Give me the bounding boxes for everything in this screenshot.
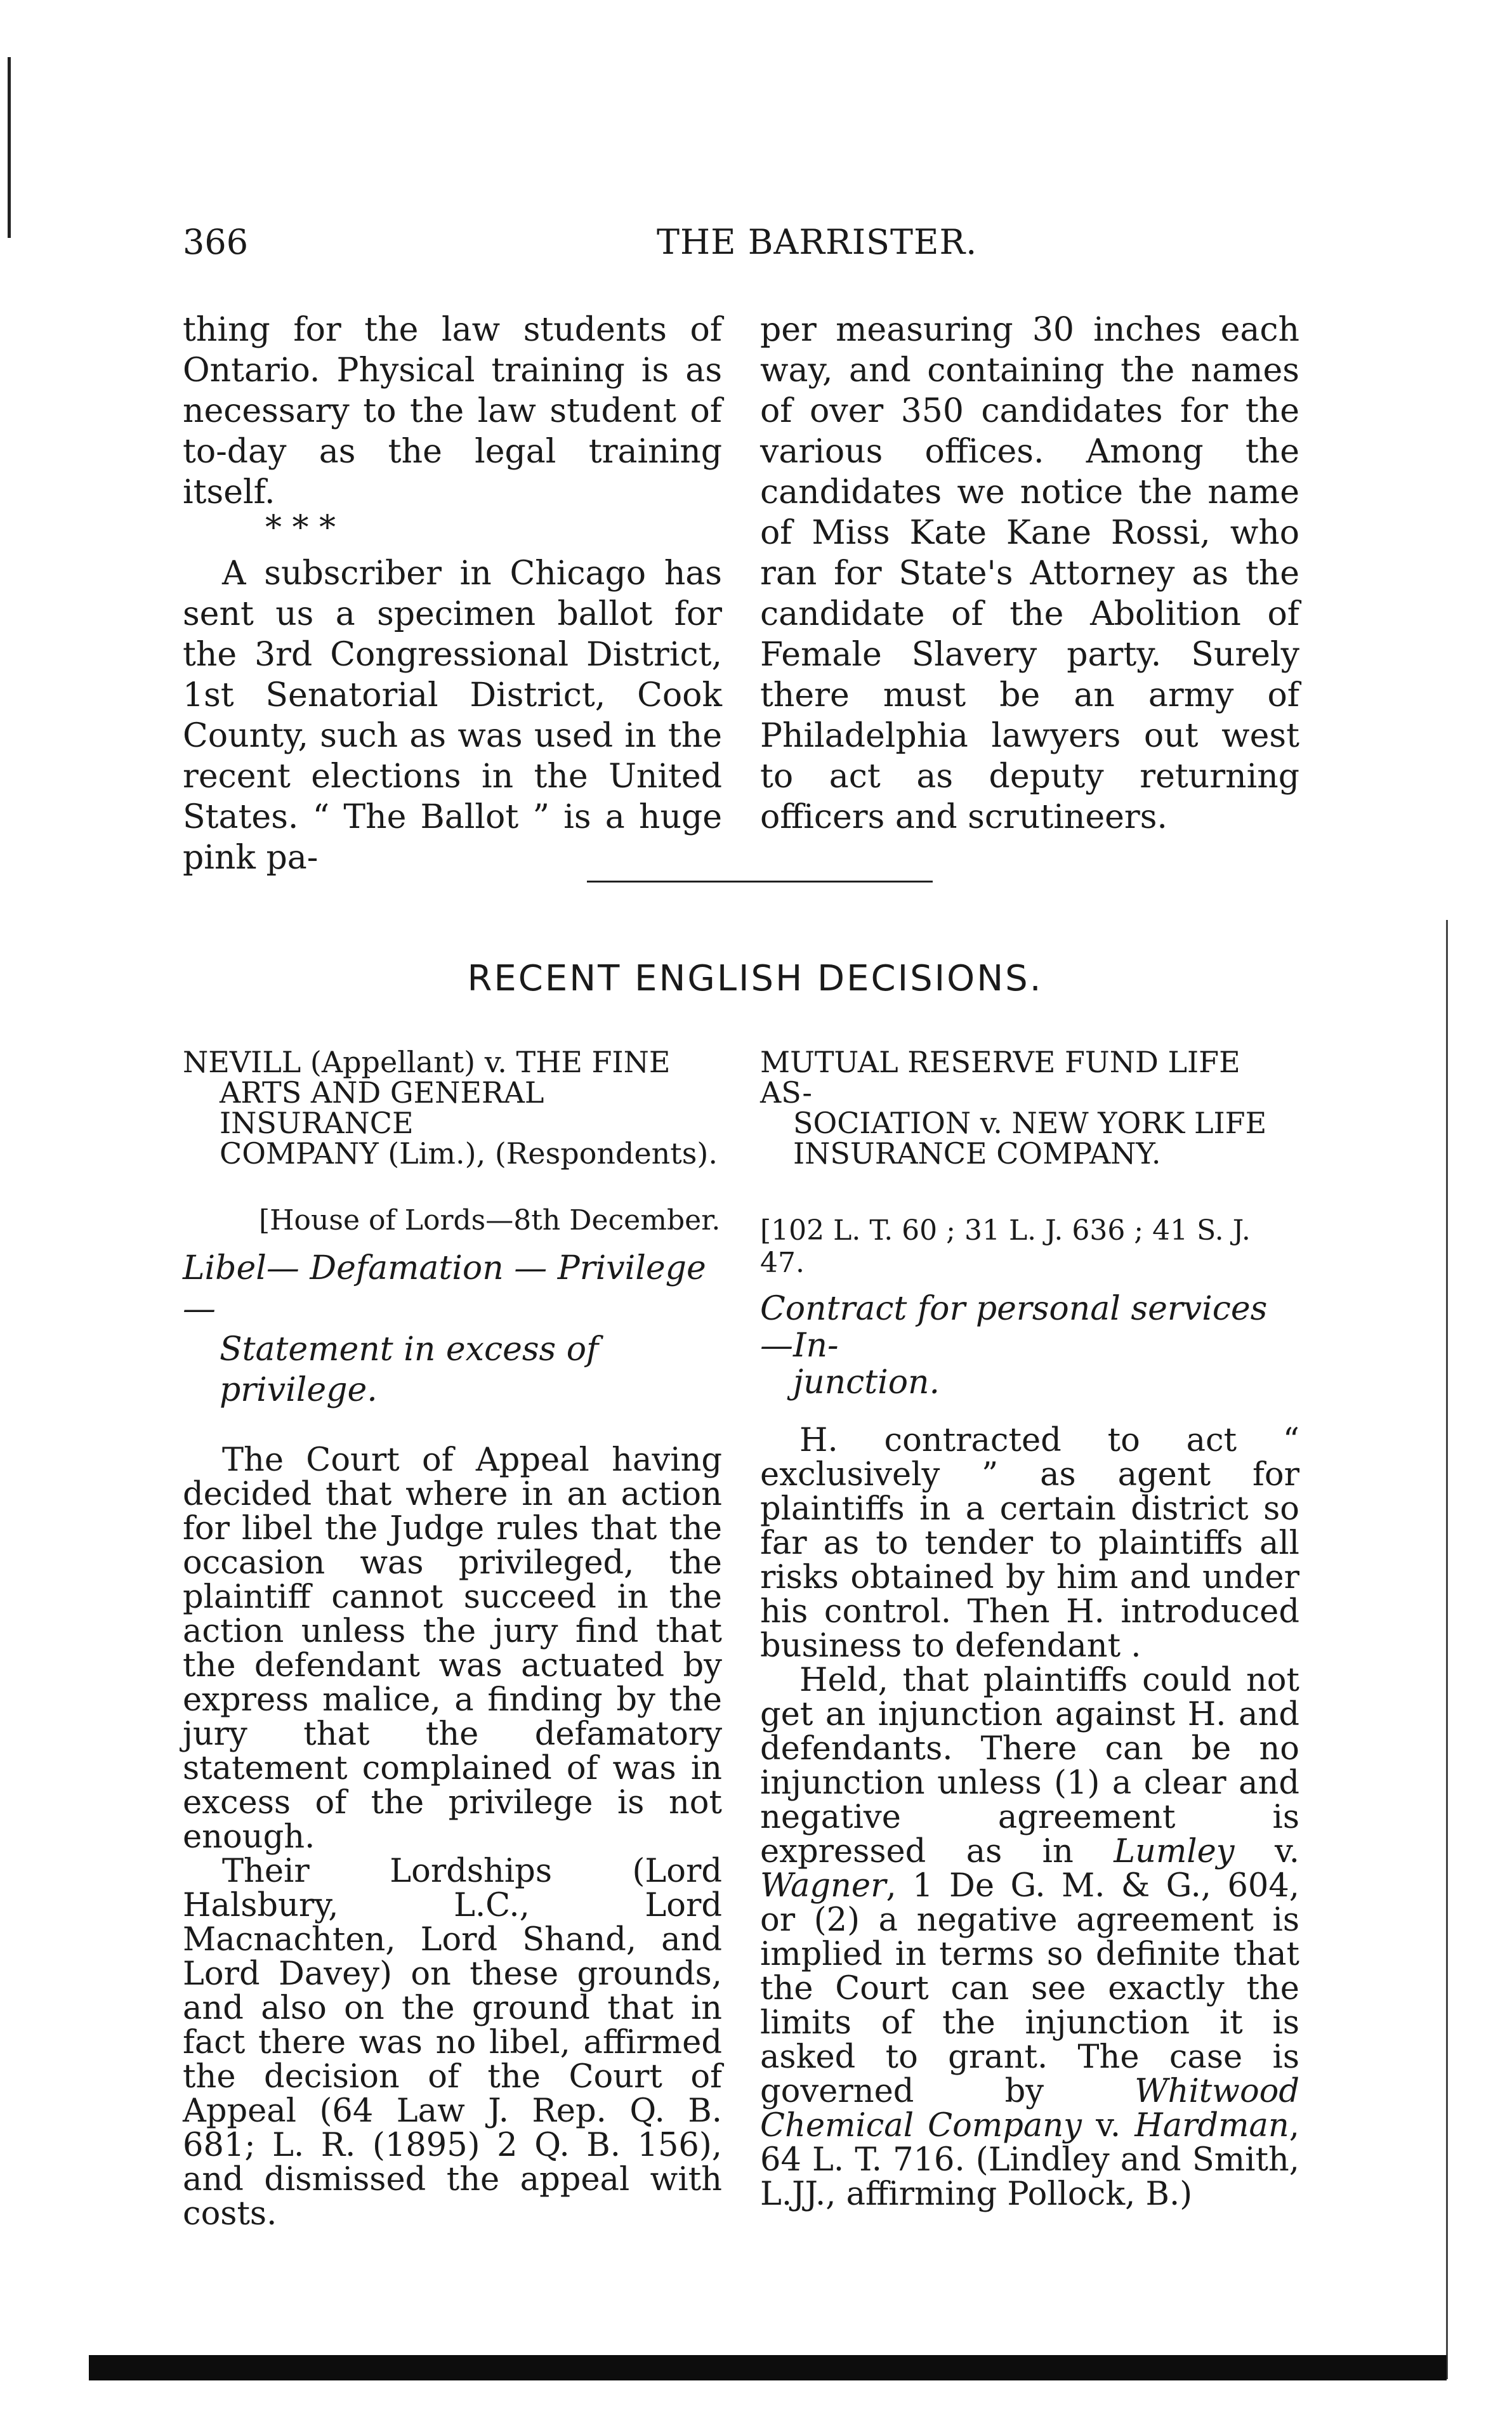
text-run: , 1 De G. M. & G., 604, or (2) a negative agreement is implied in terms so definite that the Court can see exactly the limits of the injunction it is asked to grant. The case is governed by xyxy=(760,1867,1299,2110)
right-case-column xyxy=(760,1047,1299,2212)
scan-edge-line-right xyxy=(1446,920,1448,2379)
headnote xyxy=(760,1290,1299,1401)
case-title-line: COMPANY (Lim.), (Respondents). xyxy=(220,1136,718,1171)
case-title xyxy=(183,1047,722,1169)
scan-bottom-bar xyxy=(89,2355,1447,2380)
text-run: Held, that plaintiffs could not get an injunction against H. and defendants. There can be no injunction unless (1) a clear and negative agreement is expressed as in xyxy=(760,1662,1299,1870)
citation-line: [102 L. T. 60 ; 31 L. J. 636 ; 41 S. J. 47. xyxy=(760,1214,1251,1279)
paragraph: A subscriber in Chicago has sent us a specimen ballot for the 3rd Congressional District, 1st Senatorial District, Cook County, such as was used in the recent elections in the United States. “ The Ballot ” is a huge pink pa- xyxy=(183,555,722,877)
case-title-line: INSURANCE COMPANY. xyxy=(793,1136,1161,1171)
court-line: [House of Lords—8th December. xyxy=(259,1204,721,1237)
top-right-column xyxy=(760,310,1299,837)
top-left-column xyxy=(183,310,722,878)
headnote-line: Statement in excess of privilege. xyxy=(220,1330,599,1409)
left-case-column xyxy=(183,1047,722,2231)
case-name: Hardman xyxy=(1134,2107,1289,2144)
headnote xyxy=(183,1248,722,1410)
section-title: RECENT ENGLISH DECISIONS. xyxy=(467,958,1043,999)
case-name: Wagner xyxy=(760,1867,886,1905)
headnote-line: junction. xyxy=(793,1363,940,1401)
paragraph: thing for the law students of Ontario. Physical training is as necessary to the law student of to-day as the legal training itself. xyxy=(183,311,722,511)
headnote-line: Libel— Defamation — Privilege— xyxy=(183,1249,706,1328)
paragraph: Their Lordships (Lord Halsbury, L.C., Lord Macnachten, Lord Shand, and Lord Davey) on these grounds, and also on the ground that in fact there was no libel, affirmed the decision of the Court of Appeal (64 Law J. Rep. Q. B. 681; L. R. (1895) 2 Q. B. 156), and dismissed the appeal with costs. xyxy=(183,1853,722,2233)
text-run: , 64 L. T. 716. (Lindley and Smith, L.JJ., affirming Pollock, B.) xyxy=(760,2107,1299,2213)
scan-edge-line-left xyxy=(8,57,11,238)
section-break-stars: * * * xyxy=(265,509,336,547)
page-number: 366 xyxy=(183,222,249,262)
paragraph: H. contracted to act “ exclusively ” as agent for plaintiffs in a certain district so far as to tender to plaintiffs all risks obtained by him and under his control. Then H. introduced business to defendant . xyxy=(760,1422,1299,1665)
text-run: v. xyxy=(1081,2107,1135,2144)
case-title-line: MUTUAL RESERVE FUND LIFE AS- xyxy=(760,1045,1240,1110)
case-title xyxy=(760,1047,1299,1169)
running-title: THE BARRISTER. xyxy=(657,222,978,262)
case-name: Whitwood Chemical Company xyxy=(760,2073,1299,2144)
case-title-line: NEVILL (Appellant) v. THE FINE xyxy=(183,1045,671,1079)
paragraph: per measuring 30 inches each way, and containing the names of over 350 candidates for the various offices. Among the candidates we notice the name of Miss Kate Kane Rossi, who ran for State's Attorney as the candidate of the Abolition of Female Slavery party. Surely there must be an army of Philadelphia lawyers out west to act as deputy returning officers and scrutineers. xyxy=(760,311,1299,836)
headnote-line: Contract for personal services—In- xyxy=(760,1290,1268,1365)
case-body xyxy=(760,1424,1299,2212)
section-divider xyxy=(587,881,933,883)
case-body xyxy=(183,1443,722,2231)
paragraph xyxy=(760,1664,1299,2212)
text-run: v. xyxy=(1234,1833,1299,1870)
case-name: Lumley xyxy=(1114,1833,1235,1870)
case-title-line: SOCIATION v. NEW YORK LIFE xyxy=(793,1106,1267,1140)
case-title-line: ARTS AND GENERAL INSURANCE xyxy=(220,1075,544,1140)
paragraph: The Court of Appeal having decided that where in an action for libel the Judge rules that the occasion was privileged, the plaintiff cannot succeed in the action unless the jury find that the defendant was actuated by express malice, a finding by the jury that the defamatory statement complained of was in excess of the privilege is not enough. xyxy=(183,1441,722,1856)
